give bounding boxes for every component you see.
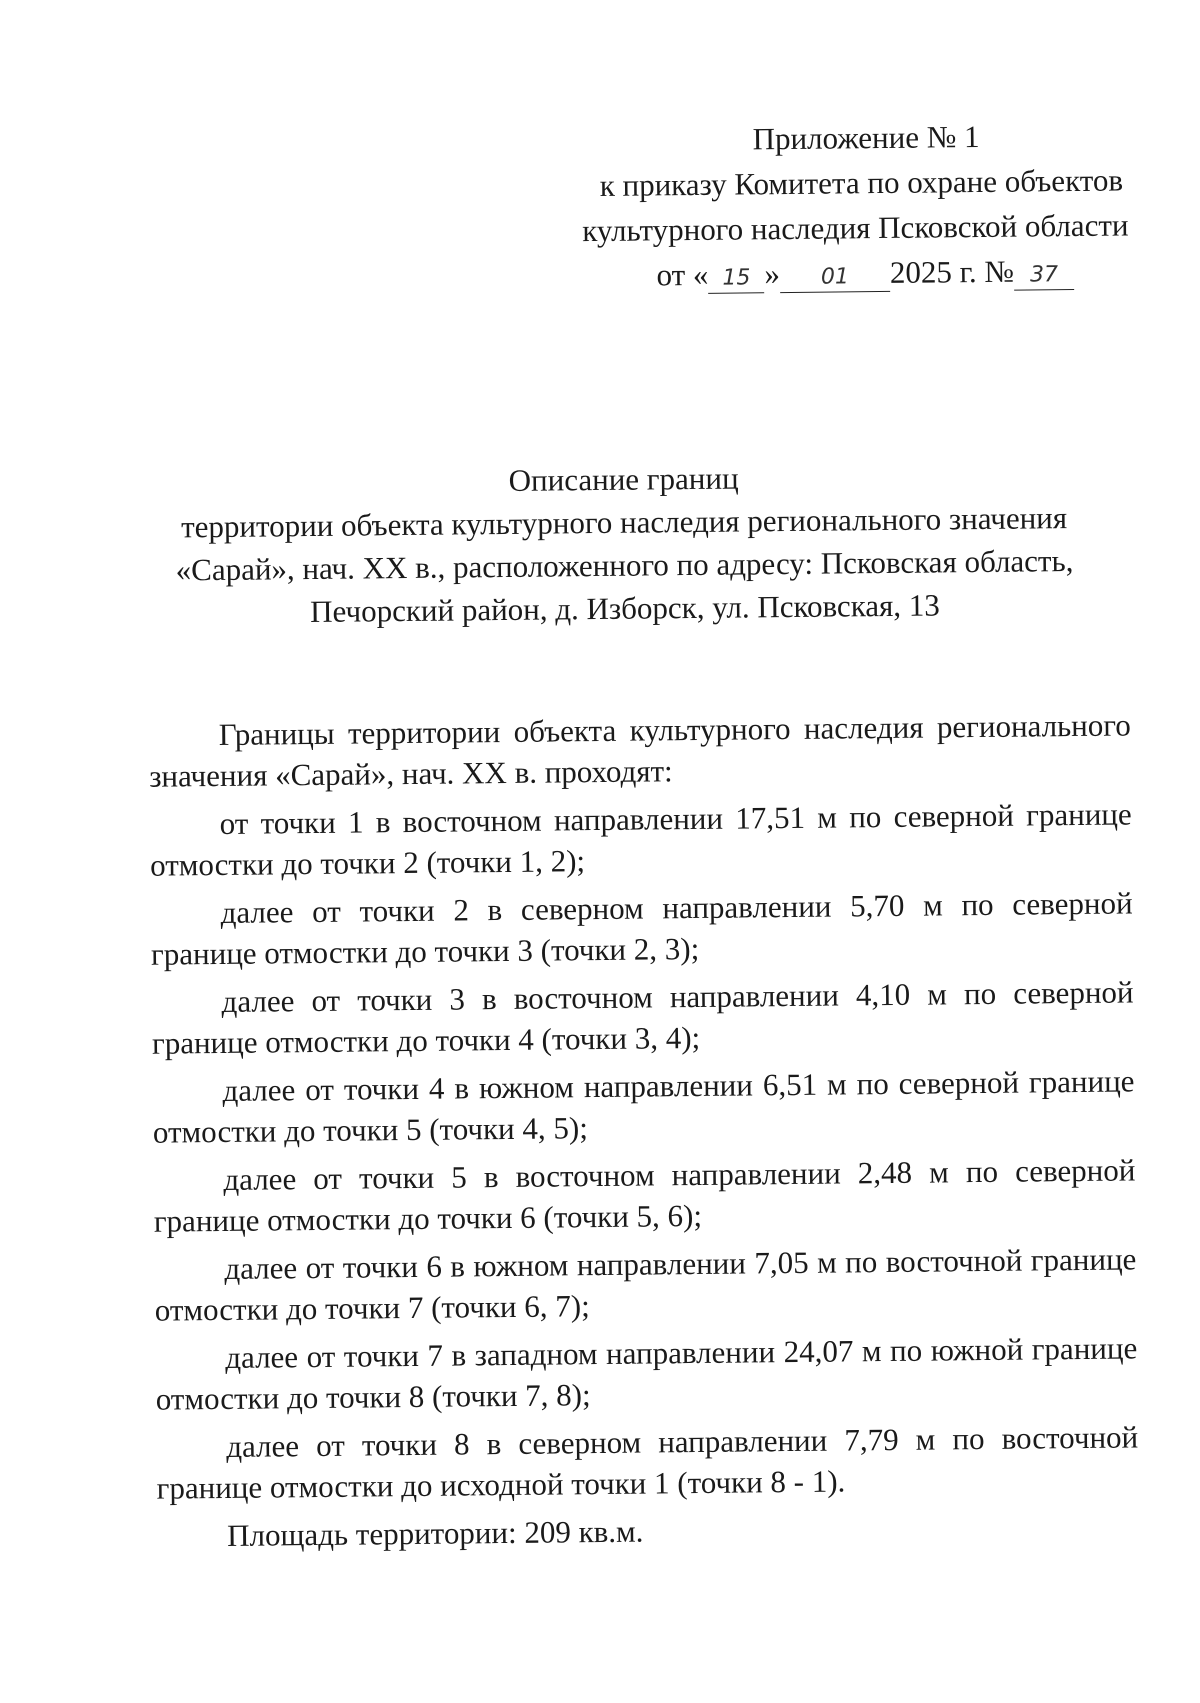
order-number-handwritten: 37 [1014, 261, 1074, 291]
date-day-handwritten: 15 [708, 264, 764, 294]
order-reference: к приказу Комитета по охране объектов [599, 162, 1124, 203]
appendix-header [0, 112, 1129, 304]
intro-paragraph: Границы территории объекта культурного наследия регионального значения «Сарай», нач. XX в. проходят: [149, 707, 1131, 794]
document-title [146, 453, 1103, 635]
boundary-segment: далее от точки 2 в северном направлении 5,70 м по северной границе отмостки до точки 3 (точки 2, 3); [150, 885, 1133, 972]
date-prefix: от « [656, 256, 709, 293]
document-body [149, 704, 1140, 1563]
committee-name: культурного наследия Псковской области [582, 207, 1129, 249]
boundary-segment: от точки 1 в восточном направлении 17,51 м по северной границе отмостки до точки 2 (точки 1, 2); [149, 796, 1132, 883]
appendix-number: Приложение № 1 [752, 118, 980, 157]
title-line-4: Печорский район, д. Изборск, ул. Псковская, 13 [309, 587, 940, 630]
date-year: 2025 г. № [889, 253, 1015, 290]
title-line-1: Описание границ [508, 460, 739, 498]
title-line-3: «Сарай», нач. XX в., расположенного по адресу: Псковская область, [175, 543, 1074, 588]
date-mid: » [764, 256, 781, 292]
date-month-handwritten: 01 [780, 263, 890, 293]
boundary-segment: далее от точки 5 в восточном направлении 2,48 м по северной границе отмостки до точки 6 (точки 5, 6); [153, 1152, 1136, 1239]
boundary-segment: далее от точки 6 в южном направлении 7,05 м по восточной границе отмостки до точки 7 (точки 6, 7); [154, 1241, 1137, 1328]
boundary-segment: далее от точки 8 в северном направлении 7,79 м по восточной границе отмостки до исходной точки 1 (точки 8 - 1). [156, 1419, 1139, 1506]
boundary-segment: далее от точки 3 в восточном направлении 4,10 м по северной границе отмостки до точки 4 (точки 3, 4); [151, 974, 1134, 1061]
title-line-2: территории объекта культурного наследия регионального значения [180, 500, 1068, 545]
territory-area: Площадь территории: 209 кв.м. [226, 1513, 644, 1553]
boundary-segment: далее от точки 4 в южном направлении 6,51 м по северной границе отмостки до точки 5 (точки 4, 5); [152, 1063, 1135, 1150]
boundary-segment: далее от точки 7 в западном направлении 24,07 м по южной границе отмостки до точки 8 (точки 7, 8); [155, 1330, 1138, 1417]
